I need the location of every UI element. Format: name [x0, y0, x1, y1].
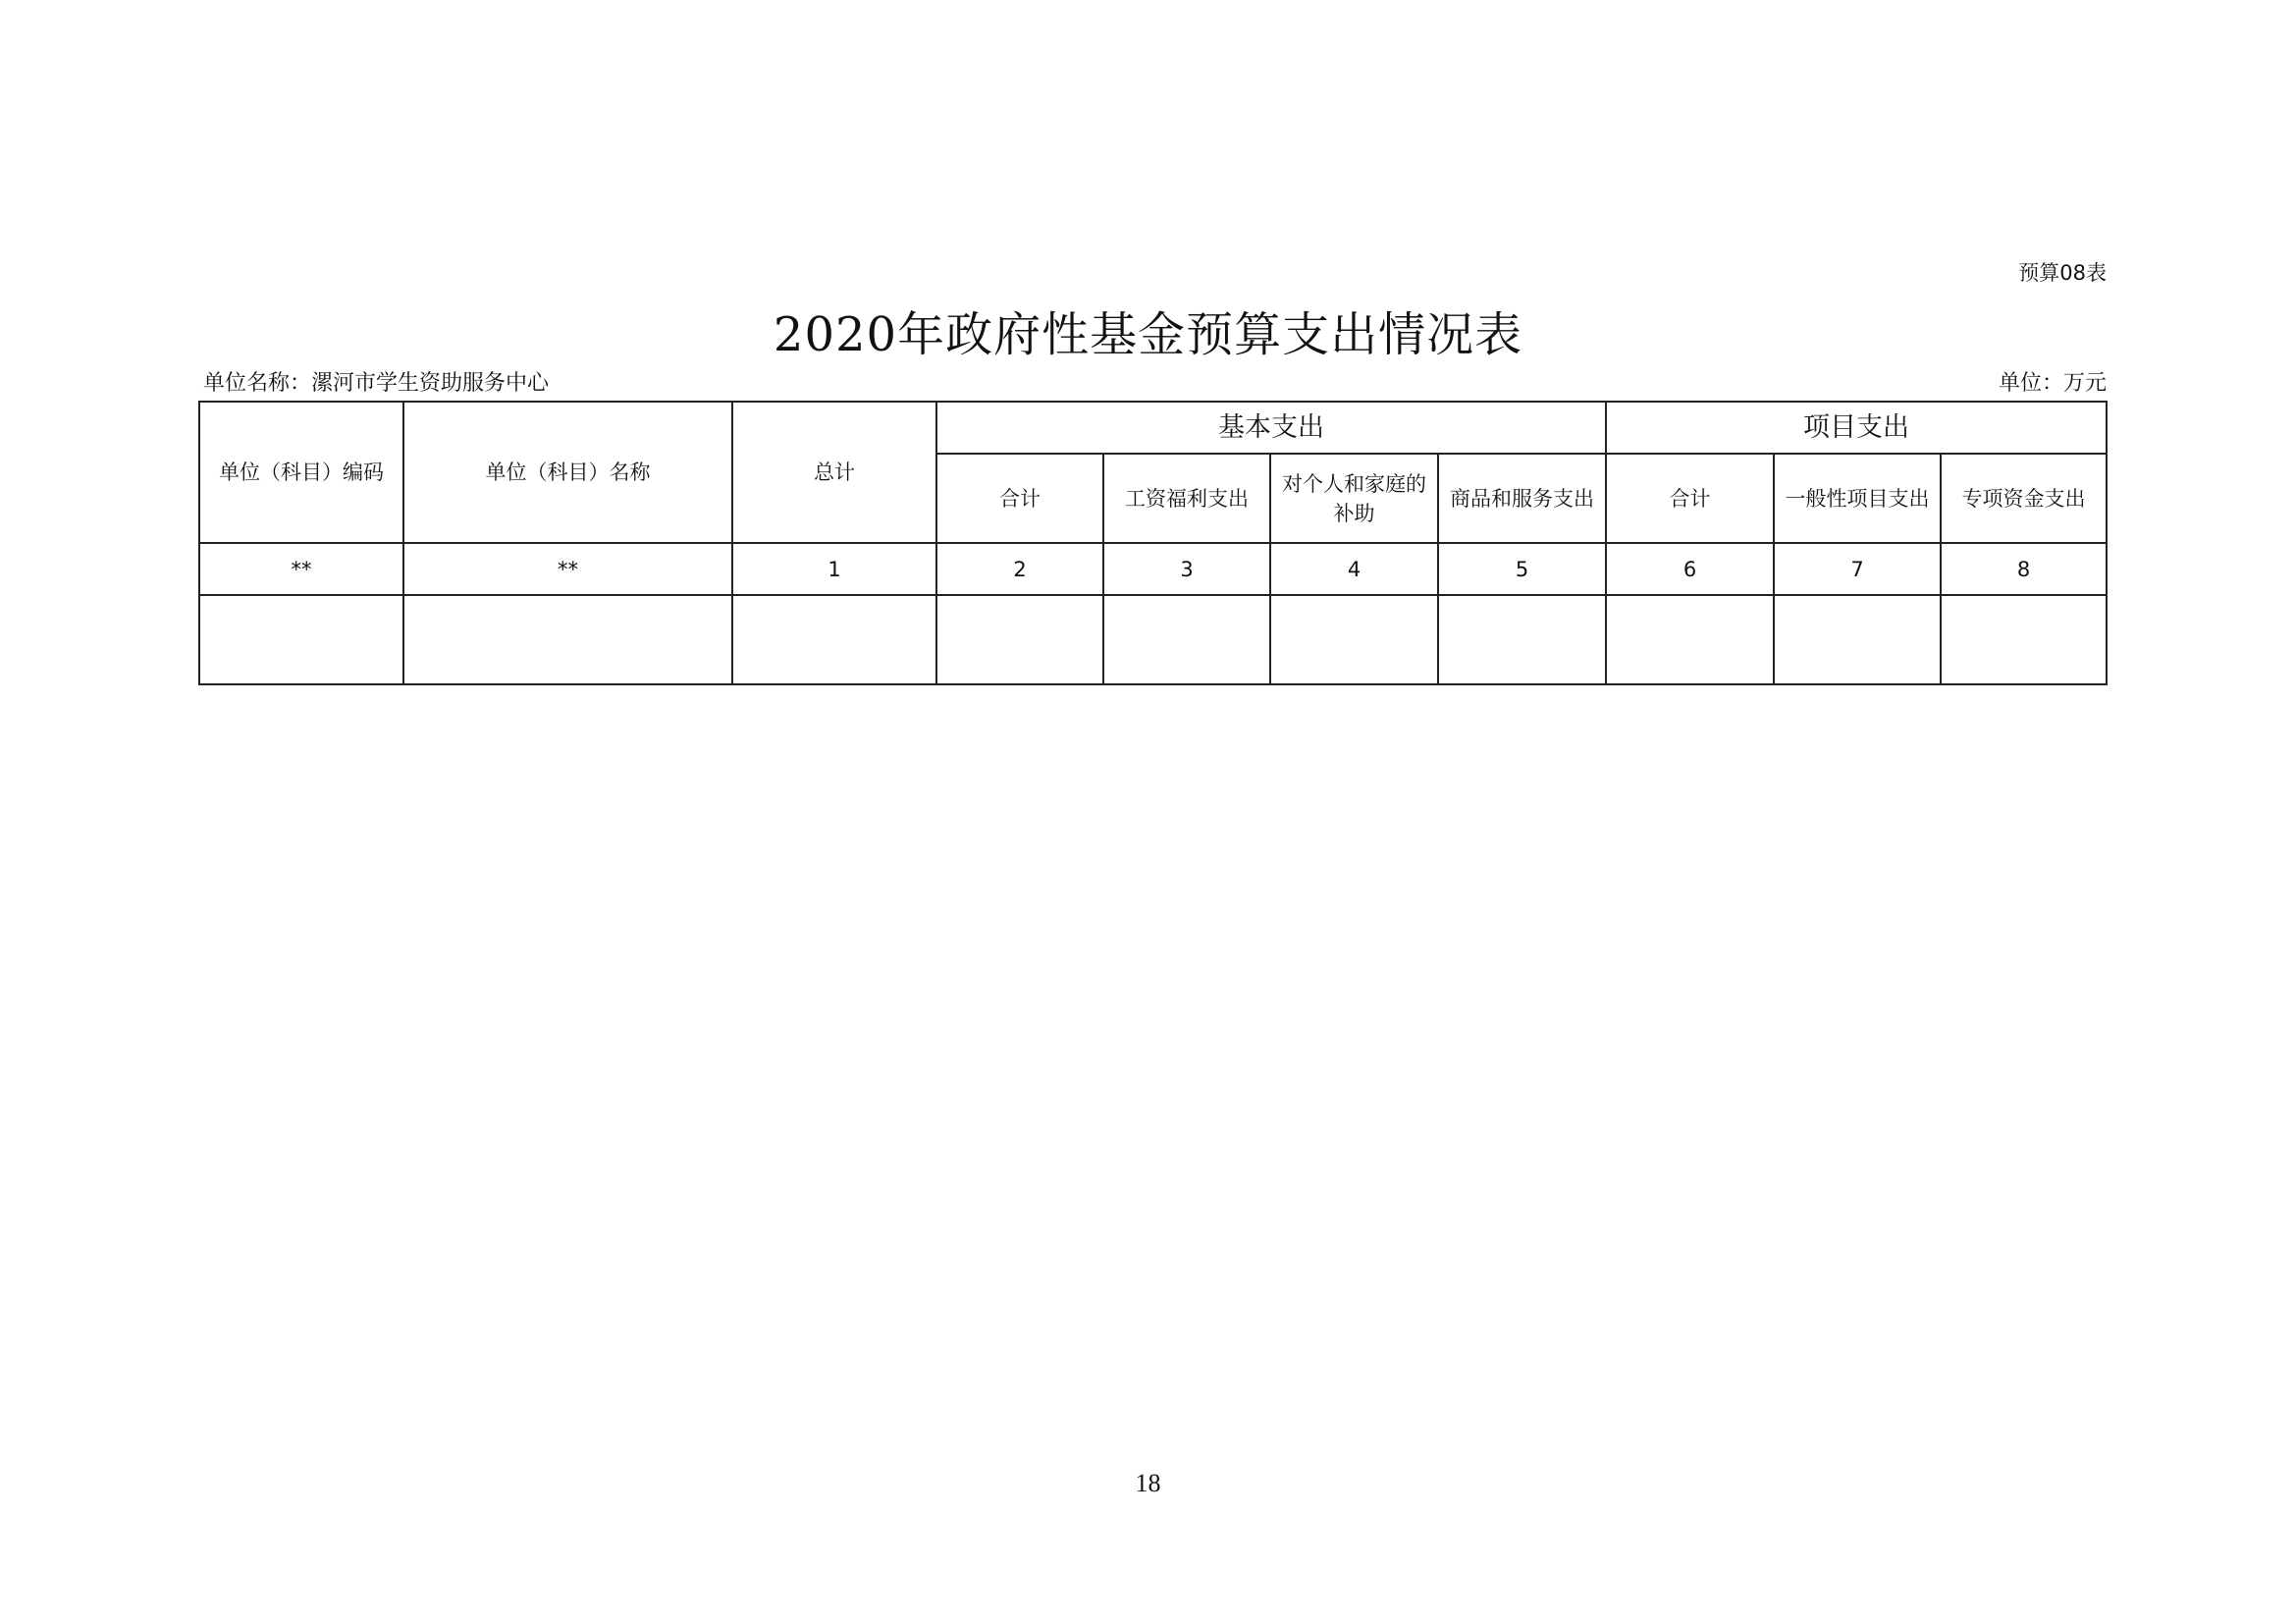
- header-basic-expenditure: 基本支出: [936, 402, 1606, 454]
- table-cell: [199, 595, 403, 684]
- header-total: 总计: [732, 402, 936, 543]
- unit-name-label: 单位名称：漯河市学生资助服务中心: [203, 371, 550, 396]
- budget-table: [198, 401, 2108, 685]
- index-cell: 2: [936, 543, 1103, 595]
- unit-measure-label: 单位：万元: [1998, 371, 2107, 396]
- index-cell: 4: [1270, 543, 1438, 595]
- table-row: [199, 595, 2107, 684]
- index-cell: 8: [1941, 543, 2107, 595]
- table-cell: [1103, 595, 1270, 684]
- table-cell: [1438, 595, 1606, 684]
- table-cell: [1774, 595, 1941, 684]
- table-cell: [1270, 595, 1438, 684]
- form-number: 预算08表: [2018, 261, 2107, 285]
- header-personal-subsidy: 对个人和家庭的补助: [1270, 454, 1438, 543]
- table-cell: [403, 595, 732, 684]
- header-name: 单位（科目）名称: [403, 402, 732, 543]
- table-cell: [936, 595, 1103, 684]
- table-cell: [1606, 595, 1774, 684]
- table-cell: [732, 595, 936, 684]
- header-general-project: 一般性项目支出: [1774, 454, 1941, 543]
- index-cell: **: [403, 543, 732, 595]
- header-goods-services: 商品和服务支出: [1438, 454, 1606, 543]
- table-cell: [1941, 595, 2107, 684]
- index-row: [199, 543, 2107, 595]
- index-cell: 7: [1774, 543, 1941, 595]
- header-project-subtotal: 合计: [1606, 454, 1774, 543]
- index-cell: **: [199, 543, 403, 595]
- header-basic-subtotal: 合计: [936, 454, 1103, 543]
- header-salary-welfare: 工资福利支出: [1103, 454, 1270, 543]
- index-cell: 5: [1438, 543, 1606, 595]
- header-special-fund: 专项资金支出: [1941, 454, 2107, 543]
- page-number: 18: [1135, 1469, 1161, 1497]
- header-code: 单位（科目）编码: [199, 402, 403, 543]
- page-title: 2020年政府性基金预算支出情况表: [773, 307, 1523, 362]
- index-cell: 6: [1606, 543, 1774, 595]
- header-project-expenditure: 项目支出: [1606, 402, 2107, 454]
- index-cell: 3: [1103, 543, 1270, 595]
- header-row-groups: [199, 402, 2107, 454]
- index-cell: 1: [732, 543, 936, 595]
